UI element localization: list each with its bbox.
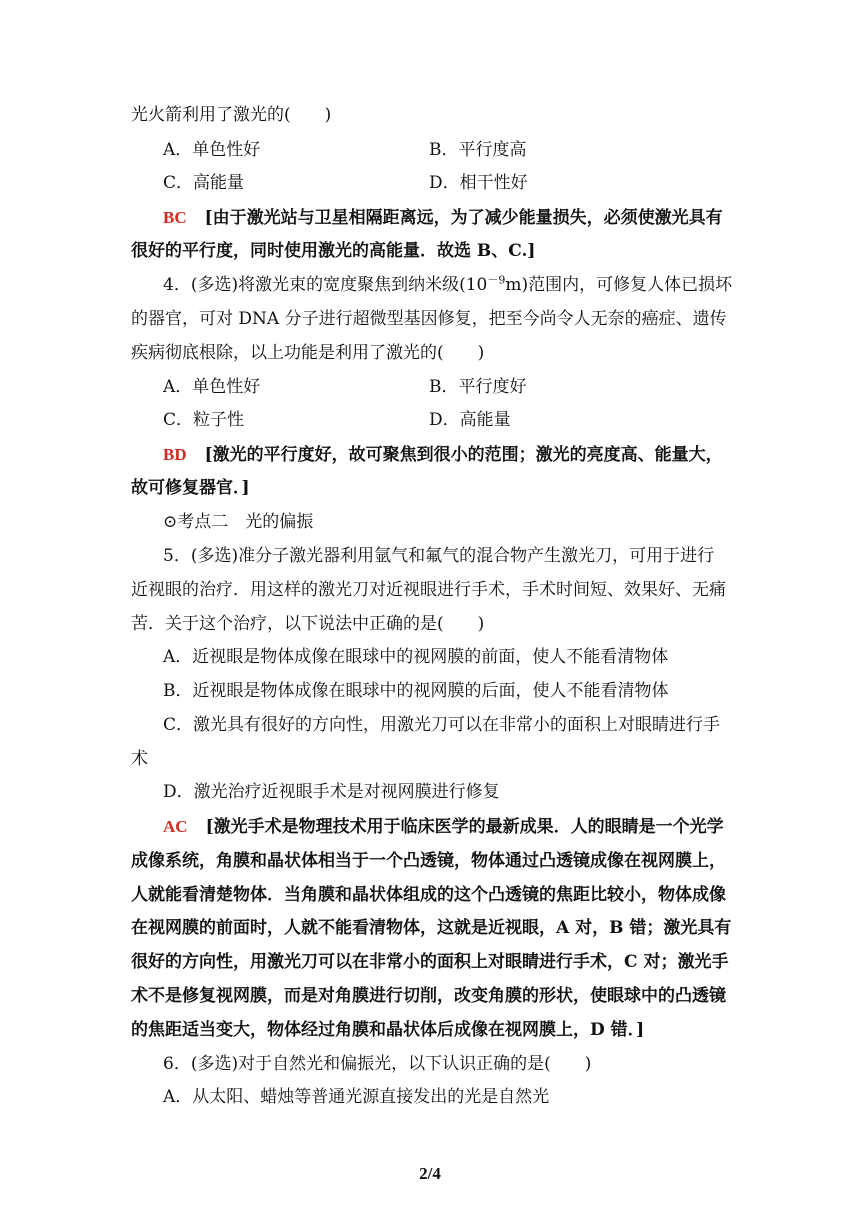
option-b: B．平行度好 (429, 377, 527, 397)
answer-label: BC (163, 208, 187, 227)
question-5-answer-line-7: 的焦距适当变大，物体经过角膜和晶状体后成像在视网膜上，D 错．] (131, 1020, 645, 1040)
stem-text-a: 4．(多选)将激光束的宽度聚焦到纳米级(10 (163, 275, 488, 295)
option-a: A．单色性好 (163, 377, 261, 397)
question-3-options-row-1 (163, 139, 763, 161)
question-4-stem-line-1 (163, 274, 732, 296)
question-5-stem-line-3: 苦．关于这个治疗，以下说法中正确的是( ) (131, 614, 485, 634)
question-4-stem-line-3: 疾病彻底根除，以上功能是利用了激光的( ) (131, 343, 485, 363)
question-4-options-row-2 (163, 409, 763, 431)
question-5-option-d: D．激光治疗近视眼手术是对视网膜进行修复 (163, 782, 500, 802)
question-5-answer-line-3: 人就能看清楚物体．当角膜和晶状体组成的这个凸透镜的焦距比较小，物体成像 (131, 885, 726, 905)
question-4-answer-line-2: 故可修复器官．] (131, 478, 250, 498)
option-a: A．单色性好 (163, 140, 261, 160)
page-number: 2/4 (419, 1164, 441, 1183)
option-d: D．相干性好 (429, 173, 528, 193)
question-5-stem-line-1: 5．(多选)准分子激光器利用氩气和氟气的混合物产生激光刀，可用于进行 (163, 546, 715, 566)
question-3-answer-line-1 (163, 207, 723, 229)
answer-label: AC (163, 817, 188, 836)
option-b: B．平行度高 (429, 140, 527, 160)
question-5-stem-line-2: 近视眼的治疗．用这样的激光刀对近视眼进行手术，手术时间短、效果好、无痛 (131, 580, 726, 600)
question-3-stem-tail: 光火箭利用了激光的( ) (131, 105, 332, 125)
option-c: C．高能量 (163, 173, 245, 193)
option-d: D．高能量 (429, 410, 511, 430)
question-5-option-c-line-2: 术 (131, 749, 148, 769)
question-5-answer-line-1 (163, 816, 724, 838)
stem-text-b: m)范围内，可修复人体已损坏 (505, 275, 733, 295)
explanation-text: [激光的平行度好，故可聚焦到很小的范围；激光的亮度高、能量大， (204, 445, 723, 465)
question-5-answer-line-2: 成像系统，角膜和晶状体相当于一个凸透镜，物体通过凸透镜成像在视网膜上， (131, 851, 726, 871)
question-6-option-a: A．从太阳、蜡烛等普通光源直接发出的光是自然光 (163, 1087, 550, 1107)
question-4-stem-line-2: 的器官，可对 DNA 分子进行超微型基因修复，把至今尚令人无奈的癌症、遗传 (131, 309, 727, 329)
question-4-answer-line-1 (163, 444, 723, 466)
question-6-stem: 6．(多选)对于自然光和偏振光，以下认识正确的是( ) (163, 1054, 592, 1074)
question-3-options-row-2 (163, 172, 763, 194)
question-3-answer-line-2: 很好的平行度，同时使用激光的高能量．故选 B、C.] (131, 241, 536, 261)
section-heading: ⊙考点二 光的偏振 (163, 512, 314, 532)
question-5-answer-line-4: 在视网膜的前面时，人就不能看清物体，这就是近视眼，A 对，B 错；激光具有 (131, 918, 732, 938)
answer-label: BD (163, 445, 187, 464)
question-4-options-row-1 (163, 376, 763, 398)
explanation-text: [由于激光站与卫星相隔距离远，为了减少能量损失，必须使激光具有 (204, 208, 723, 228)
explanation-text: [激光手术是物理技术用于临床医学的最新成果．人的眼睛是一个光学 (205, 817, 724, 837)
question-5-answer-line-6: 术不是修复视网膜，而是对角膜进行切削，改变角膜的形状，使眼球中的凸透镜 (131, 986, 726, 1006)
option-c: C．粒子性 (163, 410, 245, 430)
question-5-option-b: B．近视眼是物体成像在眼球中的视网膜的后面，使人不能看清物体 (163, 681, 669, 701)
question-5-option-a: A．近视眼是物体成像在眼球中的视网膜的前面，使人不能看清物体 (163, 647, 669, 667)
question-5-option-c-line-1: C．激光具有很好的方向性，用激光刀可以在非常小的面积上对眼睛进行手 (163, 715, 721, 735)
question-5-answer-line-5: 很好的方向性，用激光刀可以在非常小的面积上对眼睛进行手术，C 对；激光手 (131, 952, 729, 972)
exponent: －9 (487, 273, 506, 287)
